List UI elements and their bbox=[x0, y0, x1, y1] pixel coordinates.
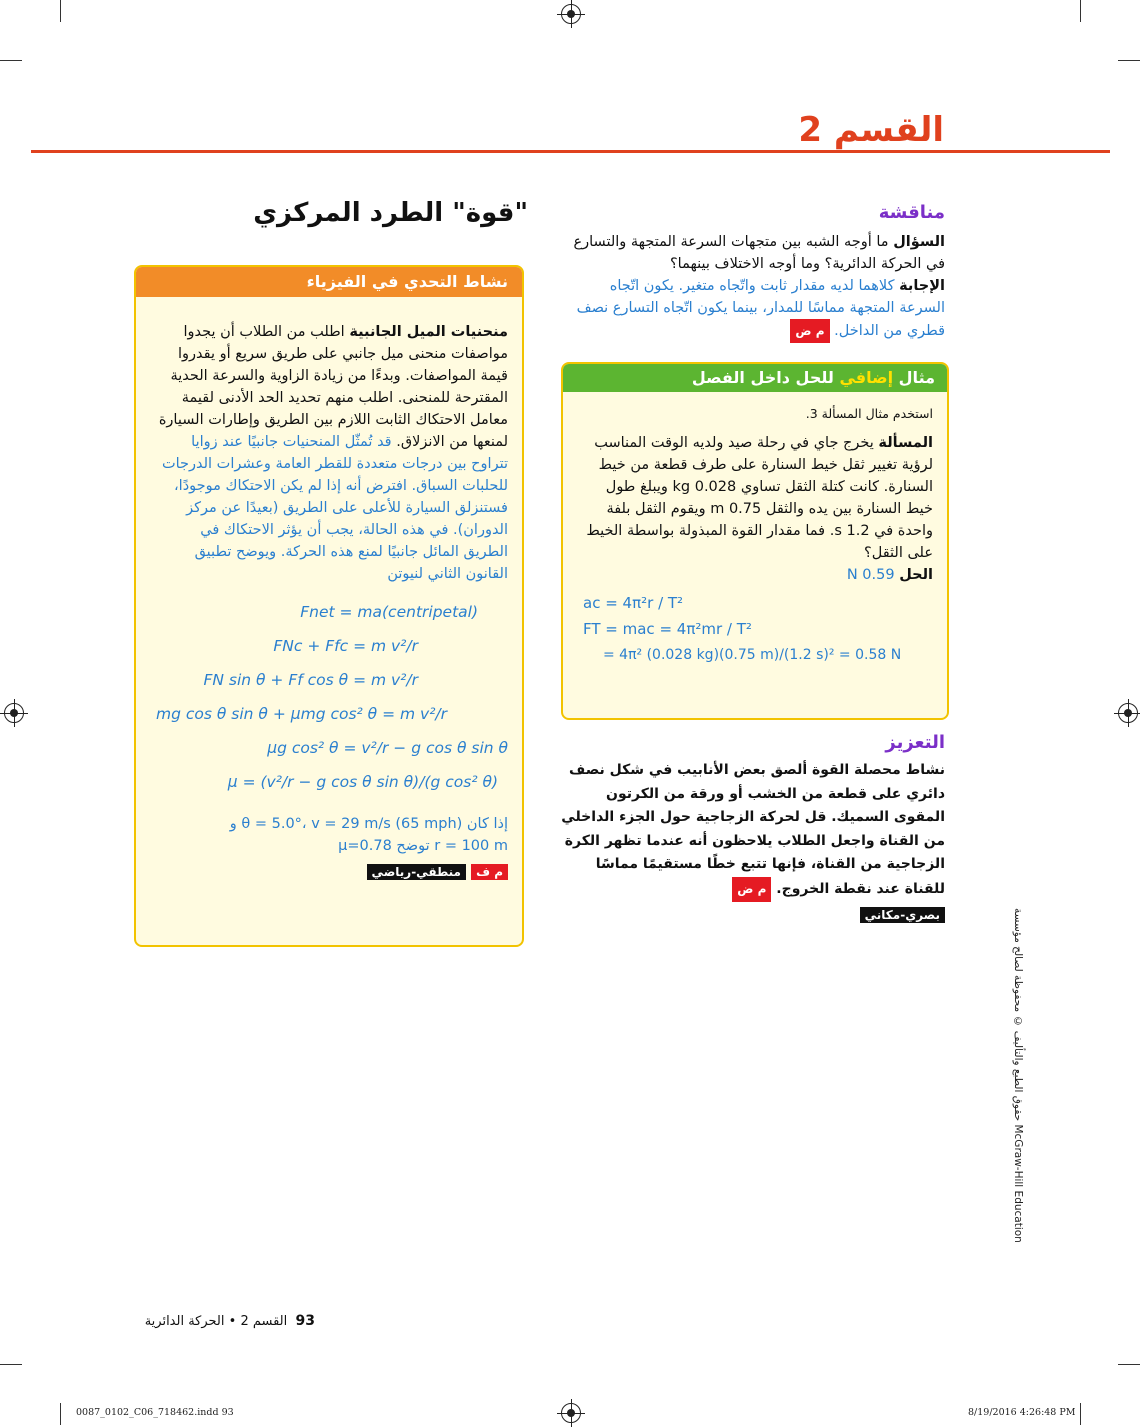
lesson-title: القسم 2 bbox=[798, 110, 944, 150]
example-answer bbox=[583, 564, 933, 586]
activity-given-2: r = 100 m توضح μ=0.78 bbox=[338, 838, 508, 854]
crop-mark bbox=[1118, 60, 1140, 61]
reinforce-section bbox=[561, 732, 945, 923]
discussion-question bbox=[569, 231, 945, 275]
skill-tag: م ف bbox=[471, 864, 508, 880]
activity-given: إذا كان θ = 5.0°، v = 29 m/s (65 mph) و bbox=[229, 816, 508, 832]
problem-text: يخرج جاي في رحلة صيد ولديه الوقت المناسب لرؤية تغيير ثقل خيط السنارة على طرف قطعة من خيط السنارة. كانت كتلة الثقل تساوي 0.028 kg ويبلغ طول خيط السنارة بين يده والثقل 0.75 m ويقوم الثقل بلفة واحدة في 1.2 s. فما مقدار القوة المبذولة بواسطة الخيط على الثقل؟ bbox=[586, 435, 933, 561]
page-number: 93 bbox=[295, 1313, 315, 1329]
problem-label: المسألة bbox=[878, 435, 933, 451]
equation-line: Fnet = ma(centripetal) bbox=[300, 603, 478, 621]
equation-line: FNc + Ffc = m v²/r bbox=[273, 637, 418, 655]
example-problem bbox=[583, 432, 933, 564]
learning-style-tag: بصري-مكاني bbox=[860, 907, 945, 923]
crop-mark bbox=[0, 1364, 22, 1365]
example-box bbox=[561, 362, 949, 720]
page-title: "قوة" الطرد المركزي bbox=[253, 198, 528, 228]
question-label: السؤال bbox=[893, 234, 945, 250]
example-intro: استخدم مثال المسألة 3. bbox=[805, 406, 933, 421]
activity-heading: نشاط التحدي في الفيزياء bbox=[136, 267, 522, 297]
activity-body-blue: قد تُمثّل المنحنيات جانبيًا عند زوايا تتراوح بين درجات متعددة للقطر العامة وعشرات الدرجات للحلبات السباق. افترض أنه إذا لم يكن الاحتكاك موجودًا، فستنزلق السيارة للأعلى على الطريق (بعيدًا عن مركز الدوران). في هذه الحالة، يجب أن يؤثر الاحتكاك في الطريق المائل جانبيًا لمنع هذه الحركة. ويوضح تطبيق القانون الثاني لنيوتن bbox=[161, 434, 508, 582]
reinforce-body: نشاط محصلة القوة ألصق بعض الأنابيب في شكل نصف دائري على قطعة من الخشب أو ورقة من الكرتون المقوى السميك. قل لحركة الزجاجية حول الجزء الداخلي من القناة واجعل الطلاب يلاحظون أنه عندما تظهر الكرة الزجاجية من القناة، فإنها تتبع خطًا مستقيمًا مماسًا للقناة عند نقطة الخروج. bbox=[561, 762, 945, 897]
skill-tag: م ض bbox=[732, 877, 771, 903]
reinforce-heading: التعزيز bbox=[885, 732, 945, 753]
equation-line: FN sin θ + Ff cos θ = m v²/r bbox=[203, 671, 418, 689]
crop-mark bbox=[60, 0, 61, 22]
crop-mark bbox=[1080, 0, 1081, 22]
equation-line: FT = mac = 4π²mr / T² bbox=[583, 620, 752, 638]
activity-body: اطلب من الطلاب أن يجدوا مواصفات منحنى ميل جانبي على طريق سريع أو يقدروا قيمة المواصفات. وبدءًا من زيادة الزاوية والسرعة الحدية المقترحة للمنحنى. اطلب منهم تحديد الحد الأدنى لقيمة معامل الاحتكاك الثابت اللازم بين الطريق وإطارات السيارة لمنعها من الانزلاق. bbox=[158, 324, 508, 450]
registration-mark-icon bbox=[561, 1403, 581, 1423]
crop-mark bbox=[1118, 1364, 1140, 1365]
example-heading-prefix: مثال bbox=[898, 368, 935, 387]
equation-line: ac = 4π²r / T² bbox=[583, 594, 684, 612]
activity-text bbox=[156, 321, 508, 585]
equation-line: μg cos² θ = v²/r − g cos θ sin θ bbox=[267, 739, 508, 757]
example-heading-highlight: إضافي bbox=[839, 368, 894, 387]
example-heading-suffix: للحل داخل الفصل bbox=[691, 368, 834, 387]
equation-line: = 4π² (0.028 kg)(0.75 m)/(1.2 s)² = 0.58 N bbox=[603, 647, 902, 663]
discussion-answer bbox=[569, 275, 945, 343]
discussion-section bbox=[569, 202, 945, 343]
slug-file: 0087_0102_C06_718462.indd 93 bbox=[76, 1407, 234, 1418]
reinforce-text bbox=[561, 759, 945, 902]
example-heading bbox=[563, 364, 947, 392]
answer-value: 0.59 N bbox=[846, 567, 895, 583]
equation-line: mg cos θ sin θ + μmg cos² θ = m v²/r bbox=[156, 705, 448, 723]
question-text: ما أوجه الشبه بين متجهات السرعة المتجهة والتسارع في الحركة الدائرية؟ وما أوجه الاختلاف بينهما؟ bbox=[573, 234, 945, 272]
learning-style-tag: منطقي-رياضي bbox=[367, 864, 466, 880]
answer-label: الحل bbox=[899, 567, 933, 583]
registration-mark-icon bbox=[4, 703, 24, 723]
registration-mark-icon bbox=[1118, 703, 1138, 723]
registration-mark-icon bbox=[561, 4, 581, 24]
footer-label: القسم 2 • الحركة الدائرية bbox=[144, 1314, 288, 1329]
copyright-text: حقوق الطبع والتأليف © محفوظة لصالح مؤسسة McGraw-Hill Education bbox=[1012, 908, 1024, 1243]
crop-mark bbox=[0, 60, 22, 61]
crop-mark bbox=[1080, 1403, 1081, 1425]
activity-label: منحنيات الميل الجانبية bbox=[349, 324, 508, 340]
crop-mark bbox=[60, 1403, 61, 1425]
activity-box bbox=[134, 265, 524, 947]
derivation bbox=[156, 595, 508, 799]
slug-date: 8/19/2016 4:26:48 PM bbox=[968, 1407, 1076, 1418]
answer-text: كلاهما لديه مقدار ثابت واتّجاه متغير. يكون اتّجاه السرعة المتجهة مماسًا للمدار، بينما يكون اتّجاه التسارع نصف قطري من الداخل. bbox=[576, 278, 945, 339]
answer-label: الإجابة bbox=[899, 278, 945, 294]
skill-tag: م ض bbox=[790, 319, 829, 343]
copyright-sidebar bbox=[1012, 908, 1032, 1263]
title-rule bbox=[31, 150, 1110, 153]
discussion-heading: مناقشة bbox=[878, 202, 945, 223]
equation-line: μ = (v²/r − g cos θ sin θ)/(g cos² θ) bbox=[227, 773, 498, 791]
page-footer bbox=[145, 1313, 315, 1329]
